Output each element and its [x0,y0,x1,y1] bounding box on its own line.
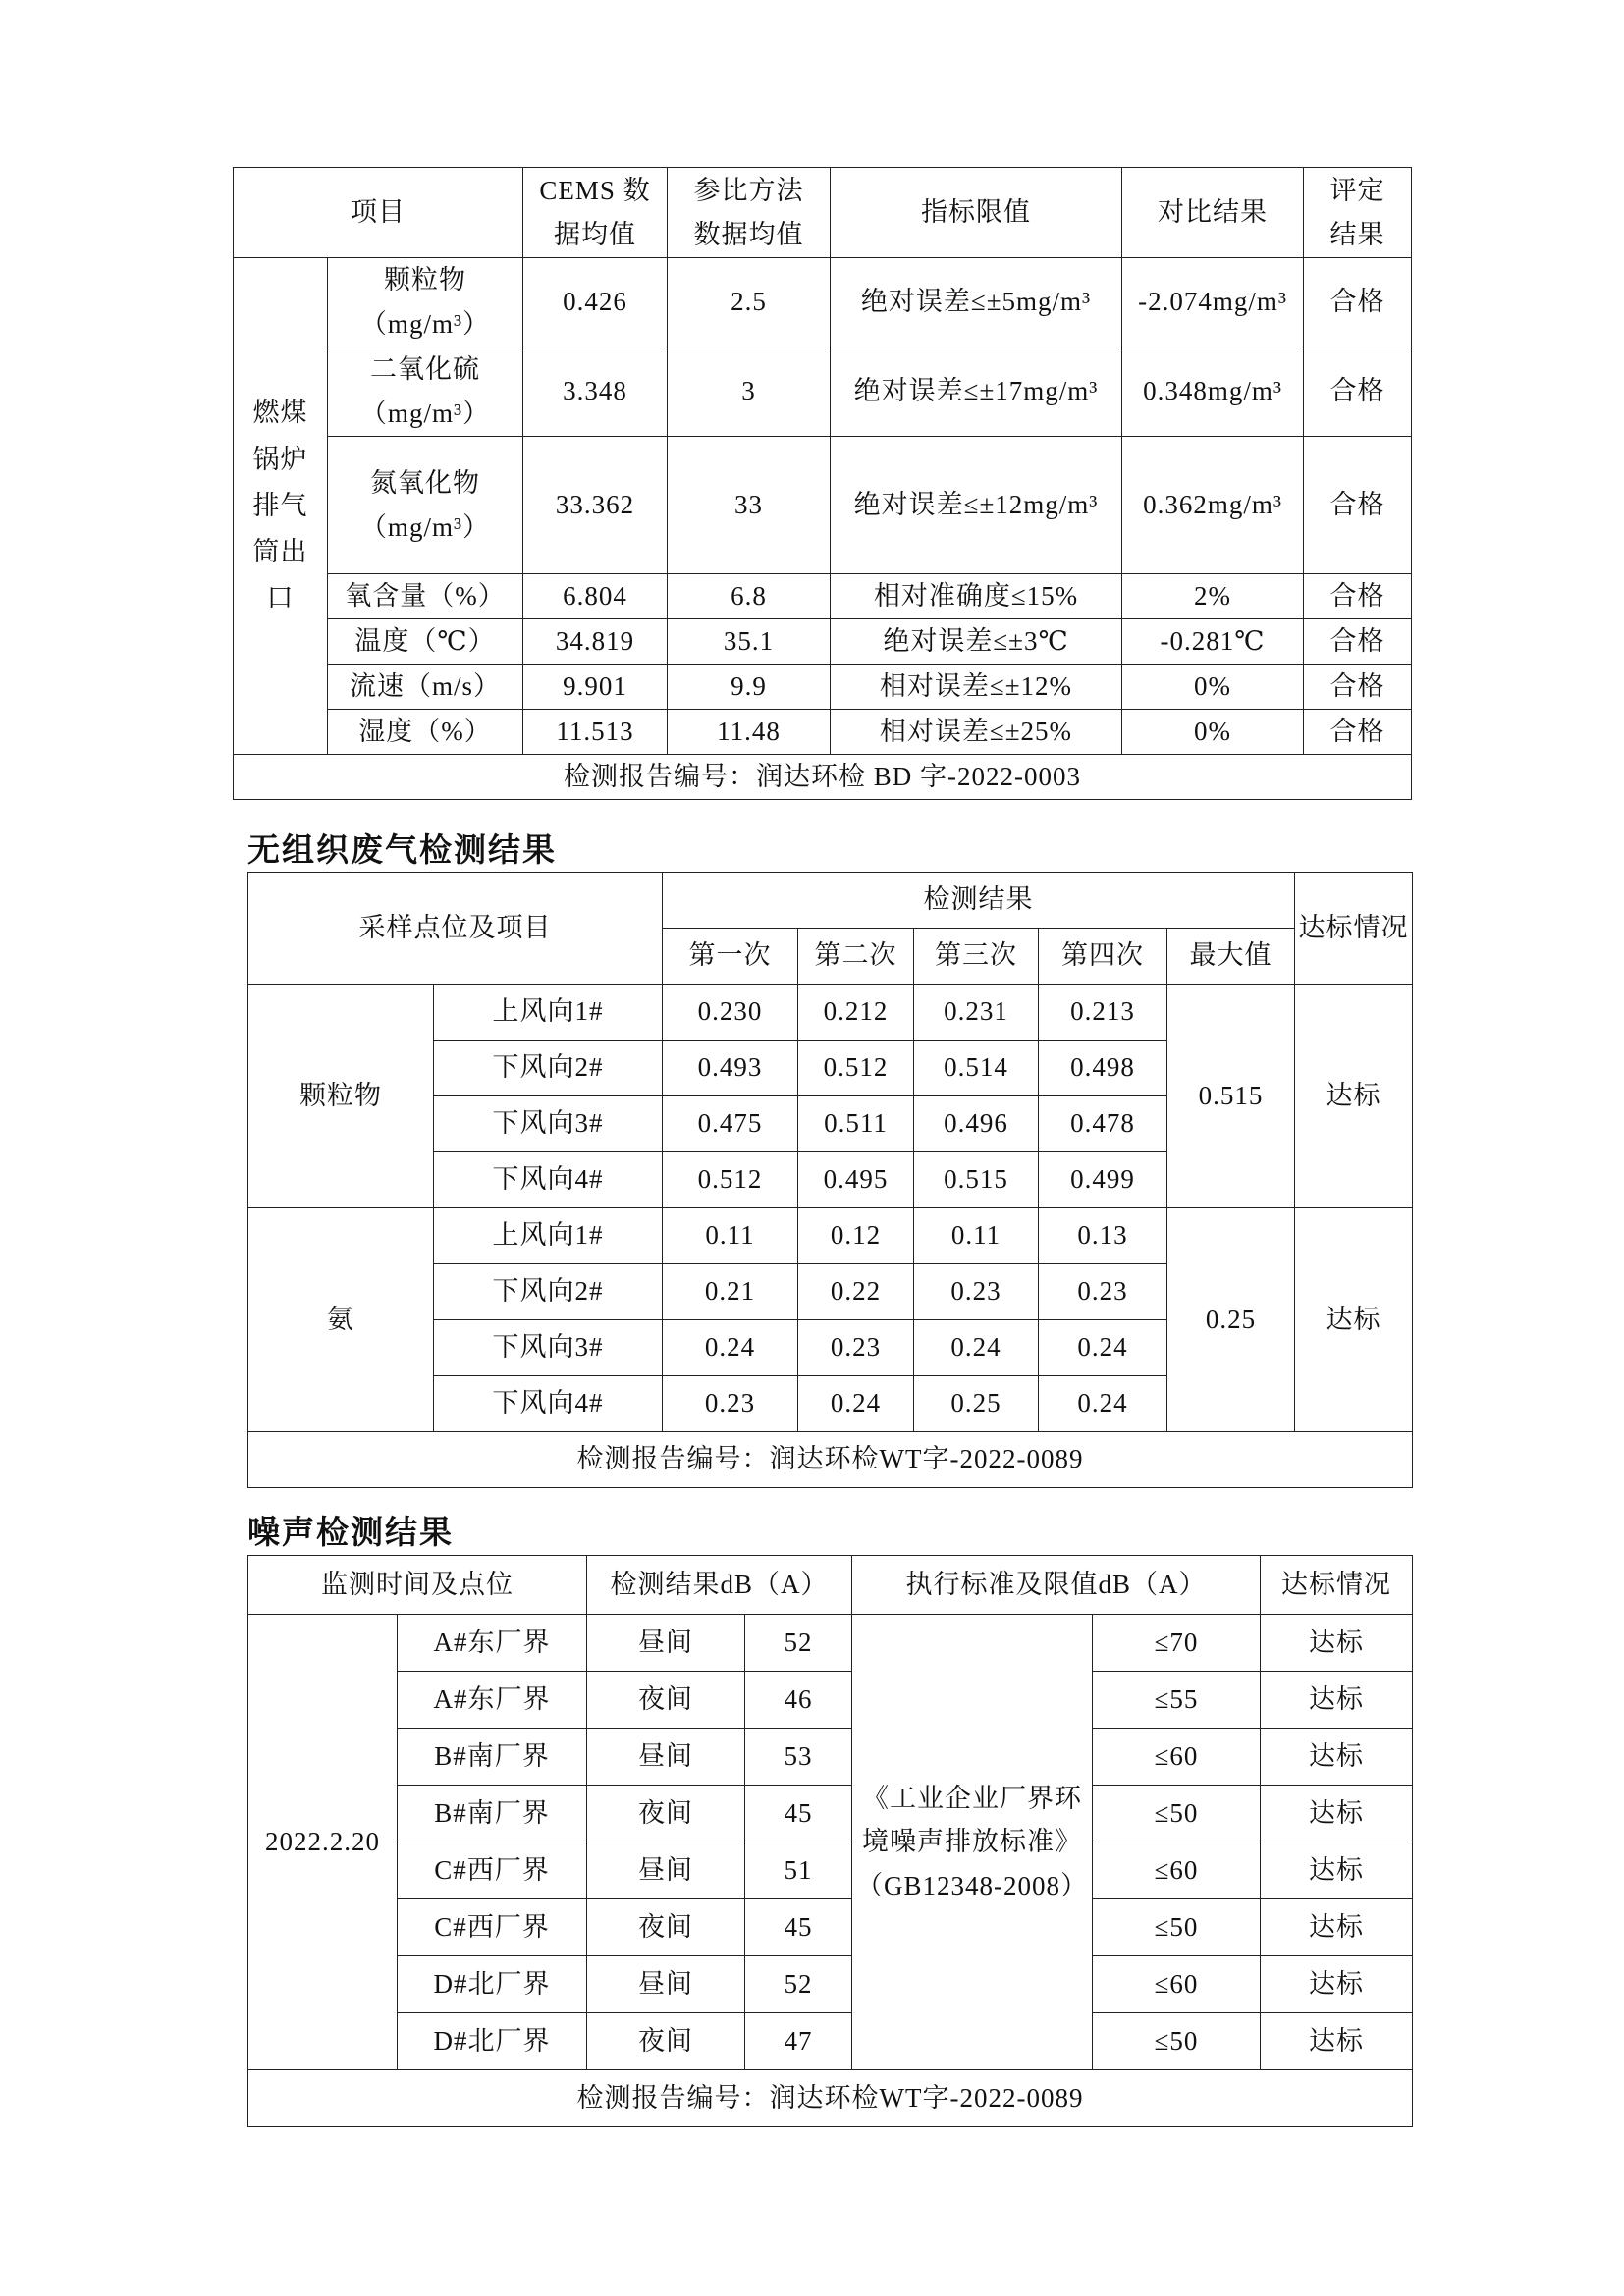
point-name: A#东厂界 [398,1672,587,1729]
sampling-point: 下风向4# [434,1152,663,1208]
noise-row [248,1672,1413,1729]
cems-value: 9.901 [523,665,668,710]
value-cell: 0.496 [914,1096,1039,1152]
noise-row [248,1899,1413,1956]
value-cell: 0.213 [1039,985,1167,1041]
limit-value: ≤60 [1093,1956,1261,2013]
header-cems-mean-line2: 据均值 [554,219,636,249]
db-value: 52 [745,1956,852,2013]
pollutant-name: 氨 [248,1208,434,1432]
header-result: 检测结果 [663,873,1295,929]
sampling-point: 下风向4# [434,1376,663,1432]
fugitive-footer-row [248,1432,1413,1488]
period: 夜间 [587,2013,745,2070]
group-label-line: 锅炉 [252,444,308,474]
header-sampling-point: 采样点位及项目 [248,873,663,985]
grade-value: 合格 [1304,347,1412,437]
result-value: 0.362mg/m³ [1122,437,1304,574]
period: 昼间 [587,1842,745,1899]
result-value: -0.281℃ [1122,619,1304,665]
value-cell: 0.23 [798,1320,914,1376]
status-value: 达标 [1261,1729,1413,1786]
value-cell: 0.498 [1039,1041,1167,1096]
status-value: 达标 [1261,2013,1413,2070]
value-cell: 0.22 [798,1264,914,1320]
period: 昼间 [587,1956,745,2013]
limit-value: ≤60 [1093,1729,1261,1786]
fugitive-row [248,1208,1413,1264]
sampling-point: 下风向2# [434,1264,663,1320]
header-standard: 执行标准及限值dB（A） [852,1556,1261,1615]
period: 昼间 [587,1729,745,1786]
group-label [234,258,328,755]
monitor-date: 2022.2.20 [248,1615,398,2070]
limit-value: 绝对误差≤±3℃ [831,619,1122,665]
header-round-3: 第三次 [914,929,1039,985]
value-cell: 0.495 [798,1152,914,1208]
status-value: 达标 [1261,1899,1413,1956]
value-cell: 0.230 [663,985,798,1041]
group-label-line: 燃煤 [252,398,308,428]
ref-value: 9.9 [668,665,831,710]
header-item: 项目 [234,168,523,258]
cems-value: 0.426 [523,258,668,347]
header-grade [1304,168,1412,258]
header-ref-mean-line1: 参比方法 [693,175,804,205]
item-name: 流速（m/s） [328,665,523,710]
header-ref-mean [668,168,831,258]
ref-value: 33 [668,437,831,574]
value-cell: 0.23 [914,1264,1039,1320]
report-number: 检测报告编号：润达环检 BD 字-2022-0003 [234,755,1412,800]
cems-value: 34.819 [523,619,668,665]
value-cell: 0.499 [1039,1152,1167,1208]
period: 夜间 [587,1899,745,1956]
cems-row [234,437,1412,574]
result-value: -2.074mg/m³ [1122,258,1304,347]
point-name: B#南厂界 [398,1729,587,1786]
grade-value: 合格 [1304,710,1412,755]
group-label-line: 排气 [252,490,308,520]
value-cell: 0.512 [798,1041,914,1096]
value-cell: 0.24 [1039,1376,1167,1432]
item-name: 颗粒物 [384,265,466,295]
header-round-4: 第四次 [1039,929,1167,985]
status-value: 达标 [1295,985,1413,1208]
result-value: 0.348mg/m³ [1122,347,1304,437]
ref-value: 3 [668,347,831,437]
max-value: 0.25 [1167,1208,1295,1432]
result-value: 0% [1122,710,1304,755]
limit-value: 相对误差≤±25% [831,710,1122,755]
limit-value: 绝对误差≤±5mg/m³ [831,258,1122,347]
header-result-db: 检测结果dB（A） [587,1556,852,1615]
fugitive-header-row [248,873,1413,929]
status-value: 达标 [1261,1956,1413,2013]
result-value: 2% [1122,574,1304,619]
item-unit: （mg/m³） [359,399,491,428]
point-name: A#东厂界 [398,1615,587,1672]
db-value: 52 [745,1615,852,1672]
limit-value: ≤50 [1093,2013,1261,2070]
cems-value: 3.348 [523,347,668,437]
status-value: 达标 [1261,1786,1413,1842]
limit-value: ≤55 [1093,1672,1261,1729]
point-name: C#西厂界 [398,1842,587,1899]
header-max: 最大值 [1167,929,1295,985]
value-cell: 0.24 [663,1320,798,1376]
cems-value: 6.804 [523,574,668,619]
noise-row [248,1729,1413,1786]
limit-value: ≤50 [1093,1786,1261,1842]
ref-value: 11.48 [668,710,831,755]
status-value: 达标 [1261,1842,1413,1899]
value-cell: 0.24 [1039,1320,1167,1376]
period: 夜间 [587,1786,745,1842]
max-value: 0.515 [1167,985,1295,1208]
header-grade-line1: 评定 [1329,175,1385,205]
cems-table [233,167,1412,800]
fugitive-title: 无组织废气检测结果 [247,830,557,869]
limit-value: 相对误差≤±12% [831,665,1122,710]
item-name: 温度（℃） [328,619,523,665]
value-cell: 0.511 [798,1096,914,1152]
group-label-line: 筒出 [252,537,308,567]
limit-value: 绝对误差≤±17mg/m³ [831,347,1122,437]
item-name: 湿度（%） [328,710,523,755]
standard-line: 《工业企业厂界环 [862,1783,1083,1813]
report-number: 检测报告编号：润达环检WT字-2022-0089 [248,2070,1413,2127]
value-cell: 0.514 [914,1041,1039,1096]
standard-line: （GB12348-2008） [856,1870,1089,1900]
grade-value: 合格 [1304,258,1412,347]
limit-value: 绝对误差≤±12mg/m³ [831,437,1122,574]
value-cell: 0.13 [1039,1208,1167,1264]
header-status: 达标情况 [1295,873,1413,985]
cems-value: 11.513 [523,710,668,755]
sampling-point: 上风向1# [434,1208,663,1264]
ref-value: 2.5 [668,258,831,347]
grade-value: 合格 [1304,574,1412,619]
item-cell [328,258,523,347]
standard-line: 境噪声排放标准》 [862,1827,1083,1857]
item-name: 二氧化硫 [370,354,480,385]
value-cell: 0.24 [914,1320,1039,1376]
noise-row [248,2013,1413,2070]
noise-table [247,1555,1413,2127]
limit-value: ≤60 [1093,1842,1261,1899]
header-ref-mean-line2: 数据均值 [693,219,804,249]
header-cems-mean [523,168,668,258]
cems-row [234,347,1412,437]
header-time-point: 监测时间及点位 [248,1556,587,1615]
cems-row [234,665,1412,710]
limit-value: 相对准确度≤15% [831,574,1122,619]
cems-header-row [234,168,1412,258]
item-name: 氮氧化物 [370,467,480,498]
cems-value: 33.362 [523,437,668,574]
fugitive-row [248,985,1413,1041]
item-unit: （mg/m³） [359,511,491,542]
value-cell: 0.21 [663,1264,798,1320]
db-value: 51 [745,1842,852,1899]
status-value: 达标 [1261,1615,1413,1672]
header-limit: 指标限值 [831,168,1122,258]
item-cell [328,347,523,437]
status-value: 达标 [1261,1672,1413,1729]
fugitive-table [247,872,1413,1488]
value-cell: 0.12 [798,1208,914,1264]
header-status: 达标情况 [1261,1556,1413,1615]
sampling-point: 下风向3# [434,1096,663,1152]
db-value: 45 [745,1786,852,1842]
value-cell: 0.212 [798,985,914,1041]
value-cell: 0.23 [1039,1264,1167,1320]
db-value: 47 [745,2013,852,2070]
value-cell: 0.475 [663,1096,798,1152]
noise-row [248,1956,1413,2013]
noise-header-row [248,1556,1413,1615]
grade-value: 合格 [1304,665,1412,710]
noise-row [248,1786,1413,1842]
grade-value: 合格 [1304,437,1412,574]
period: 昼间 [587,1615,745,1672]
value-cell: 0.512 [663,1152,798,1208]
noise-footer-row [248,2070,1413,2127]
sampling-point: 下风向3# [434,1320,663,1376]
value-cell: 0.23 [663,1376,798,1432]
report-number: 检测报告编号：润达环检WT字-2022-0089 [248,1432,1413,1488]
noise-row [248,1842,1413,1899]
item-cell [328,437,523,574]
value-cell: 0.478 [1039,1096,1167,1152]
value-cell: 0.515 [914,1152,1039,1208]
point-name: B#南厂界 [398,1786,587,1842]
cems-row [234,574,1412,619]
value-cell: 0.11 [914,1208,1039,1264]
pollutant-name: 颗粒物 [248,985,434,1208]
limit-value: ≤50 [1093,1899,1261,1956]
db-value: 45 [745,1899,852,1956]
sampling-point: 上风向1# [434,985,663,1041]
header-round-1: 第一次 [663,929,798,985]
point-name: C#西厂界 [398,1899,587,1956]
header-round-2: 第二次 [798,929,914,985]
value-cell: 0.24 [798,1376,914,1432]
value-cell: 0.11 [663,1208,798,1264]
item-name: 氧含量（%） [328,574,523,619]
period: 夜间 [587,1672,745,1729]
header-grade-line2: 结果 [1329,219,1385,249]
limit-value: ≤70 [1093,1615,1261,1672]
cems-row [234,710,1412,755]
sampling-point: 下风向2# [434,1041,663,1096]
standard-name [852,1615,1093,2070]
noise-row [248,1615,1413,1672]
db-value: 53 [745,1729,852,1786]
item-unit: （mg/m³） [359,309,491,339]
status-value: 达标 [1295,1208,1413,1432]
cems-row [234,258,1412,347]
value-cell: 0.231 [914,985,1039,1041]
ref-value: 35.1 [668,619,831,665]
header-result: 对比结果 [1122,168,1304,258]
ref-value: 6.8 [668,574,831,619]
value-cell: 0.493 [663,1041,798,1096]
db-value: 46 [745,1672,852,1729]
group-label-line: 口 [266,583,295,614]
cems-footer-row [234,755,1412,800]
value-cell: 0.25 [914,1376,1039,1432]
point-name: D#北厂界 [398,2013,587,2070]
noise-title: 噪声检测结果 [247,1513,454,1551]
point-name: D#北厂界 [398,1956,587,2013]
grade-value: 合格 [1304,619,1412,665]
header-cems-mean-line1: CEMS 数 [539,175,651,205]
result-value: 0% [1122,665,1304,710]
cems-row [234,619,1412,665]
